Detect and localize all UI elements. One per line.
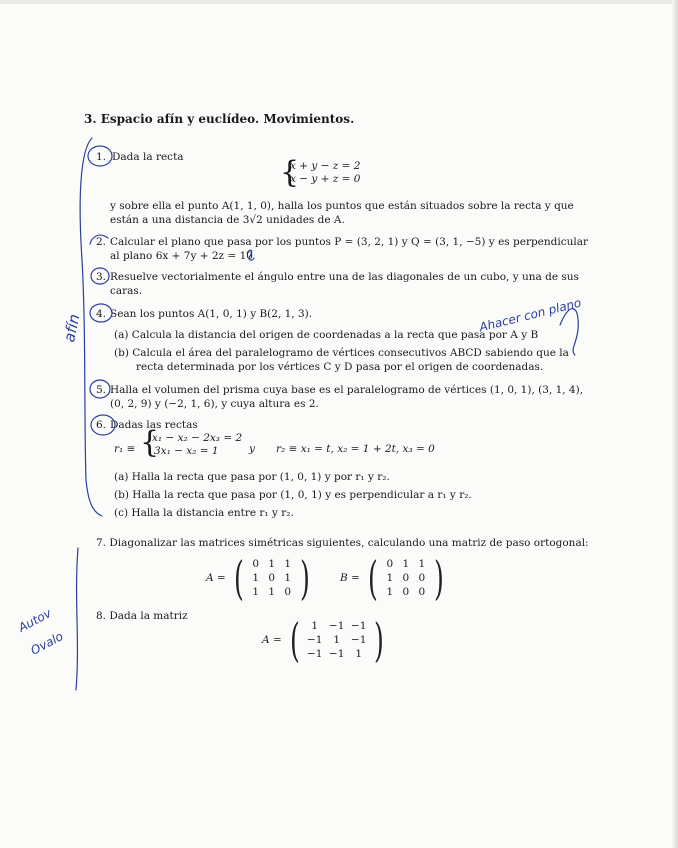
matrix-A-8-entry: −1 — [328, 648, 345, 660]
problem-1-line-3: están a una distancia de 3√2 unidades de A. — [110, 214, 345, 226]
problem-6-number: 6. — [96, 419, 107, 431]
handwritten-margin-note: Autov Ovalo — [16, 606, 66, 658]
matrix-B-7-entry: 0 — [386, 558, 394, 570]
matrix-A-8-entry: −1 — [306, 648, 323, 660]
left-bracket-ink — [80, 138, 102, 516]
problem-2-line-1: Calcular el plano que pasa por los puntos P = (3, 2, 1) y Q = (3, 1, −5) y es perpendicular — [110, 236, 589, 248]
problem-7-text: 7. Diagonalizar las matrices simétricas siguientes, calculando una matriz de paso ortogonal: — [96, 537, 589, 549]
matrix-B-7-entry: 1 — [386, 586, 394, 598]
matrix-A-7-entry: 1 — [268, 586, 276, 598]
matrix-A-8-entry: −1 — [328, 620, 345, 632]
matrix-open-paren: ( — [289, 613, 300, 667]
matrix-A-7-entry: 1 — [252, 586, 260, 598]
problem-5-line-2: (0, 2, 9) y (−2, 1, 6), y cuya altura es 2. — [110, 398, 319, 410]
matrix-A-7-entry: 0 — [268, 572, 276, 584]
problem-3-line-1: Resuelve vectorialmente el ángulo entre una de las diagonales de un cubo, y una de sus — [110, 271, 579, 283]
problem-5-line-1: Halla el volumen del prisma cuya base es el paralelogramo de vértices (1, 0, 1), (3, 1, 4), — [110, 384, 584, 396]
problem-6-part-b: (b) Halla la recta que pasa por (1, 0, 1) y es perpendicular a r₁ y r₂. — [114, 489, 472, 501]
circle-6-ink — [91, 415, 115, 435]
matrix-A-8-label: A = — [262, 634, 282, 646]
problem-4-part-b-line-1: (b) Calcula el área del paralelogramo de vértices consecutivos ABCD sabiendo que la — [114, 347, 569, 359]
circle-3-ink — [91, 268, 109, 284]
system-line-2: x − y + z = 0 — [290, 173, 361, 185]
matrix-A-7-entry: 1 — [284, 558, 292, 570]
r2-definition: r₂ ≡ x₁ = t, x₂ = 1 + 2t, x₃ = 0 — [276, 443, 435, 455]
problem-5-number: 5. — [96, 384, 107, 396]
circle-5-ink — [90, 380, 110, 398]
matrix-A-8-entry: 1 — [333, 634, 341, 646]
problem-3-line-2: caras. — [110, 285, 143, 297]
matrix-A-7-entry: 1 — [284, 572, 292, 584]
problem-6-part-a: (a) Halla la recta que pasa por (1, 0, 1) y por r₁ y r₂. — [114, 471, 390, 483]
matrix-B-7-entry: 1 — [402, 558, 410, 570]
handwritten-afin: afín — [60, 312, 84, 344]
matrix-A-8-entry: 1 — [355, 648, 363, 660]
problem-4-part-a: (a) Calcula la distancia del origen de coordenadas a la recta que pasa por A y B — [114, 329, 539, 341]
matrix-A-8-entry: −1 — [350, 634, 367, 646]
matrix-B-7-entry: 1 — [386, 572, 394, 584]
problem-8-text: 8. Dada la matriz — [96, 610, 188, 622]
matrix-B-7-entry: 0 — [402, 572, 410, 584]
matrix-B-7-entry: 0 — [418, 572, 426, 584]
matrix-close-paren: ) — [299, 551, 310, 605]
r1-label: r₁ ≡ — [114, 443, 136, 455]
problem-1-number: 1. — [96, 151, 107, 163]
matrix-close-paren: ) — [373, 613, 384, 667]
section-title: 3. Espacio afín y euclídeo. Movimientos. — [84, 112, 355, 126]
circle-4-ink — [90, 304, 112, 322]
circle-1-ink — [88, 146, 112, 166]
matrix-B-7-entry: 0 — [402, 586, 410, 598]
problem-4-line-1: Sean los puntos A(1, 0, 1) y B(2, 1, 3). — [110, 308, 313, 320]
matrix-close-paren: ) — [433, 551, 444, 605]
system-brace: { — [280, 155, 300, 190]
matrix-A-8-entry: −1 — [306, 634, 323, 646]
matrix-A-8-entry: −1 — [350, 620, 367, 632]
right-curl-ink — [560, 309, 578, 355]
r1-line-2: 3x₁ − x₂ = 1 — [154, 445, 219, 457]
matrix-A-7-entry: 1 — [252, 572, 260, 584]
matrix-A-7-label: A = — [206, 572, 226, 584]
squiggle-ink — [247, 250, 254, 260]
r1-line-1: x₁ − x₂ − 2x₃ = 2 — [152, 432, 243, 444]
matrix-A-7-entry: 0 — [252, 558, 260, 570]
problem-4-part-b-line-2: recta determinada por los vértices C y D pasa por el origen de coordenadas. — [136, 361, 544, 373]
problem-2-number: 2. — [96, 236, 107, 248]
problem-4-number: 4. — [96, 308, 107, 320]
problem-6-intro: Dadas las rectas — [110, 419, 198, 431]
matrix-B-7-entry: 1 — [418, 558, 426, 570]
problem-1-line-2: y sobre ella el punto A(1, 1, 0), halla los puntos que están situados sobre la recta y que — [110, 200, 574, 212]
matrix-B-7-entry: 0 — [418, 586, 426, 598]
handwritten-right-note: Ahacer con plano — [477, 295, 583, 335]
r1-brace: { — [140, 425, 160, 460]
matrix-A-7-entry: 0 — [284, 586, 292, 598]
matrix-open-paren: ( — [367, 551, 378, 605]
and-word: y — [249, 443, 255, 455]
system-line-1: x + y − z = 2 — [290, 160, 361, 172]
problem-1-intro: Dada la recta — [112, 151, 184, 163]
matrix-A-7-entry: 1 — [268, 558, 276, 570]
problem-3-number: 3. — [96, 271, 107, 283]
matrix-A-8-entry: 1 — [311, 620, 319, 632]
matrix-open-paren: ( — [233, 551, 244, 605]
problem-2-line-2: al plano 6x + 7y + 2z = 10 — [110, 250, 253, 262]
circle-2-ink — [90, 235, 108, 244]
problem-6-part-c: (c) Halla la distancia entre r₁ y r₂. — [114, 507, 294, 519]
matrix-B-7-label: B = — [340, 572, 360, 584]
